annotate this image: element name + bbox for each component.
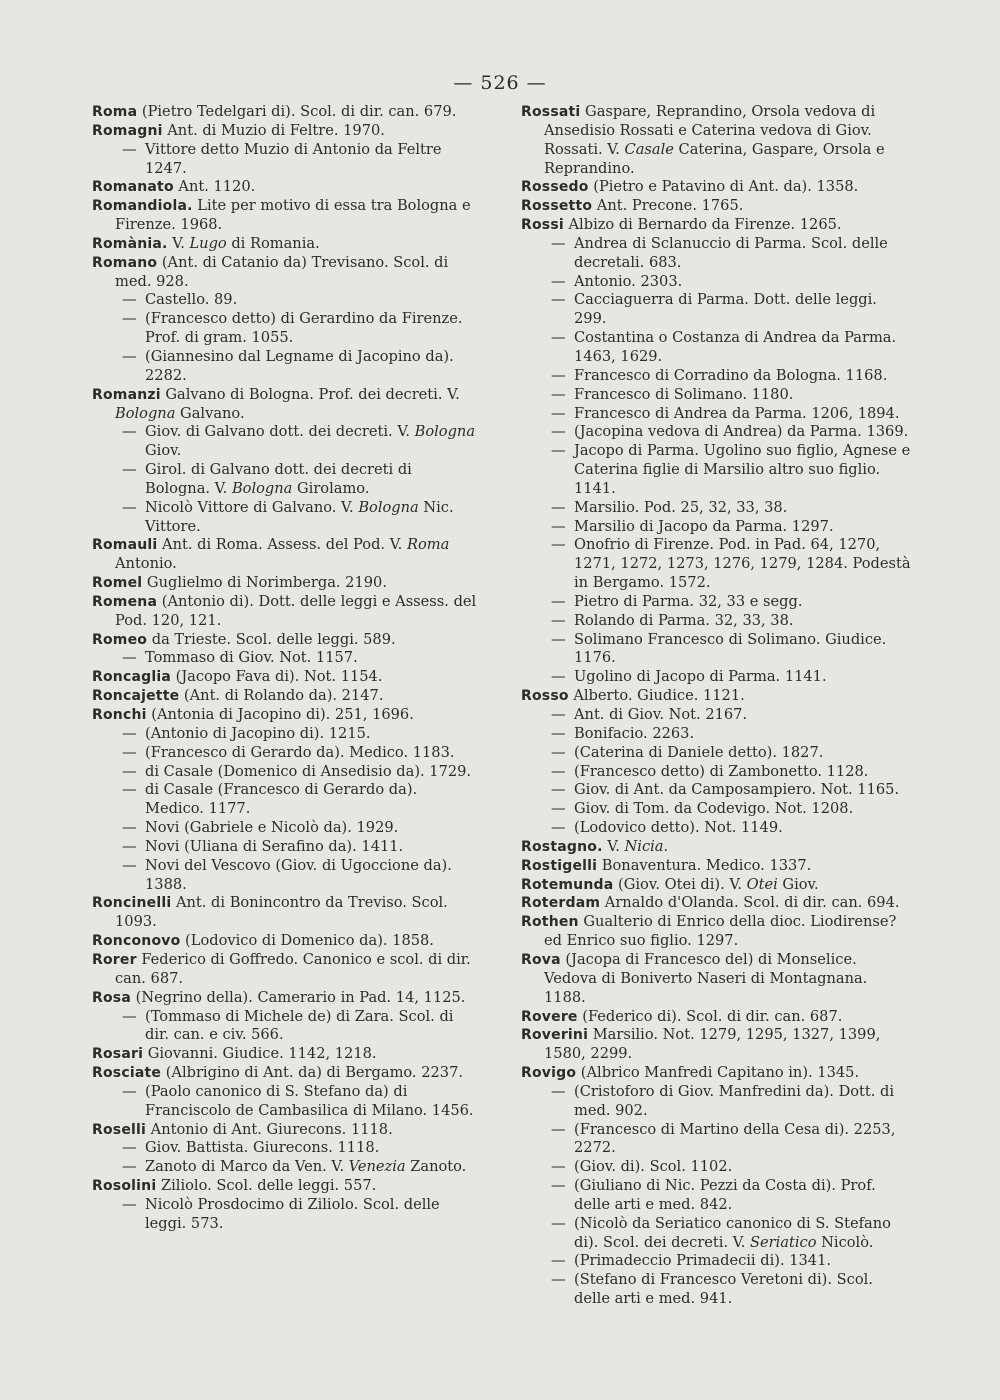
index-subentry — [521, 725, 911, 744]
index-subentry — [92, 348, 477, 386]
entry-text: Francesco di Solimano. 1180. — [574, 385, 794, 403]
entry-text: (Jacopo Fava di). Not. 1154. — [170, 668, 383, 686]
subentry-dash: — — [551, 819, 566, 837]
entry-text: Giov. — [777, 875, 819, 893]
subentry-dash: — — [551, 592, 566, 610]
subentry-dash: — — [122, 423, 137, 441]
subentry-dash: — — [551, 498, 566, 516]
index-subentry — [92, 649, 477, 668]
index-subentry — [521, 386, 911, 405]
index-entry — [92, 122, 477, 141]
entry-text: (Ant. di Rolando da). 2147. — [179, 687, 384, 705]
subentry-dash: — — [122, 498, 137, 516]
index-subentry — [521, 819, 911, 838]
entry-heading: Roncinelli — [92, 895, 172, 912]
entry-heading: Roselli — [92, 1121, 147, 1138]
index-subentry — [92, 838, 477, 857]
entry-text: Girol. di Galvano dott. dei decreti di Bologna. V. — [145, 461, 412, 497]
index-entry — [92, 1064, 477, 1083]
entry-text: (Paolo canonico di S. Stefano da) di Franciscolo de Cambasilica di Milano. 1456. — [145, 1082, 474, 1119]
index-subentry — [521, 499, 911, 518]
subentry-dash: — — [551, 630, 566, 648]
entry-text: Ant. di Bonincontro da Treviso. Scol. 1093. — [115, 894, 448, 931]
entry-heading: Rova — [521, 951, 561, 968]
subentry-dash: — — [122, 819, 137, 837]
subentry-dash: — — [551, 1252, 566, 1270]
entry-heading: Rossetto — [521, 198, 593, 215]
index-subentry — [92, 461, 477, 499]
subentry-dash: — — [551, 442, 566, 460]
entry-text: Onofrio di Firenze. Pod. in Pad. 64, 1270, 1271, 1272, 1273, 1276, 1279, 1284. Podestà in Bergamo. 1572. — [574, 536, 911, 592]
entry-text: (Albrigino di Ant. da) di Bergamo. 2237. — [161, 1064, 463, 1082]
entry-text: Galvano di Bologna. Prof. dei decreti. V. — [160, 385, 460, 403]
index-entry — [521, 216, 911, 235]
index-subentry — [521, 612, 911, 631]
entry-text: (Lodovico di Domenico da). 1858. — [180, 932, 434, 950]
subentry-dash: — — [551, 706, 566, 723]
subentry-dash: — — [122, 649, 137, 667]
entry-text: (Pietro Tedelgari di). Scol. di dir. can. 679. — [137, 103, 457, 120]
cross-reference: Casale — [624, 140, 674, 158]
entry-text: Giov. di Galvano dott. dei decreti. V. — [145, 423, 415, 441]
index-entry — [92, 631, 477, 650]
index-subentry — [92, 1139, 477, 1158]
index-entry — [92, 932, 477, 951]
index-entry — [92, 687, 477, 706]
entry-heading: Roncajette — [92, 688, 180, 705]
index-subentry — [92, 423, 477, 461]
index-subentry — [521, 668, 911, 687]
index-subentry — [521, 367, 911, 386]
entry-text: Antonio. — [115, 555, 177, 573]
subentry-dash: — — [122, 724, 137, 742]
subentry-dash: — — [122, 743, 137, 761]
subentry-dash: — — [551, 668, 566, 686]
index-entry — [521, 1026, 911, 1064]
entry-text: Novi del Vescovo (Giov. di Ugoccione da). 1388. — [145, 856, 452, 893]
entry-text: Giovanni. Giudice. 1142, 1218. — [143, 1045, 377, 1063]
entry-text: (Caterina di Daniele detto). 1827. — [574, 743, 824, 761]
index-entry — [521, 857, 911, 876]
entry-text: Andrea di Sclanuccio di Parma. Scol. delle decretali. 683. — [574, 234, 888, 271]
subentry-dash: — — [122, 1139, 137, 1157]
index-subentry — [521, 1158, 911, 1177]
entry-text: Ant. di Muzio di Feltre. 1970. — [162, 121, 385, 139]
subentry-dash: — — [551, 724, 566, 742]
cross-reference: Venezia — [348, 1158, 406, 1176]
index-subentry — [521, 235, 911, 273]
index-subentry — [92, 857, 477, 895]
index-subentry — [521, 423, 911, 442]
index-subentry — [521, 744, 911, 763]
cross-reference: Lugo — [189, 234, 227, 252]
subentry-dash: — — [551, 366, 566, 384]
subentry-dash: — — [551, 517, 566, 535]
entry-text: Arnaldo d'Olanda. Scol. di dir. can. 694. — [600, 894, 900, 912]
entry-text: Francesco di Andrea da Parma. 1206, 1894. — [574, 404, 900, 422]
right-column — [521, 103, 911, 1309]
index-entry — [92, 951, 477, 989]
entry-heading: Rotemunda — [521, 876, 614, 893]
entry-text: Giov. Battista. Giurecons. 1118. — [145, 1139, 380, 1157]
index-entry — [521, 894, 911, 913]
entry-text: (Pietro e Patavino di Ant. da). 1358. — [588, 178, 859, 196]
entry-text: (Antonio di). Dott. delle leggi e Assess. del Pod. 120, 121. — [115, 592, 477, 629]
cross-reference: Bologna — [231, 479, 293, 497]
entry-text: (Francesco detto) di Zambonetto. 1128. — [574, 762, 869, 780]
subentry-dash: — — [551, 329, 566, 347]
subentry-dash: — — [122, 347, 137, 365]
entry-text: Caterina, Gaspare, Orsola e Reprandino. — [544, 140, 885, 177]
entry-text: Guglielmo di Norimberga. 2190. — [142, 574, 387, 592]
entry-heading: Romanato — [92, 179, 174, 196]
entry-text: Alberto. Giudice. 1121. — [568, 687, 745, 705]
subentry-dash: — — [122, 461, 137, 479]
entry-heading: Rovigo — [521, 1065, 577, 1082]
entry-text: (Lodovico detto). Not. 1149. — [574, 819, 783, 837]
index-subentry — [92, 1158, 477, 1177]
subentry-dash: — — [551, 1120, 566, 1138]
index-subentry — [92, 1196, 477, 1234]
index-subentry — [521, 1083, 911, 1121]
entry-text: Ant. di Giov. Not. 2167. — [574, 706, 748, 723]
entry-text: Gualterio di Enrico della dioc. Liodirense? ed Enrico suo figlio. 1297. — [544, 913, 897, 950]
index-subentry — [521, 781, 911, 800]
index-subentry — [92, 1083, 477, 1121]
entry-heading: Rosciate — [92, 1065, 162, 1082]
subentry-dash: — — [122, 1158, 137, 1176]
entry-text: Zanoto. — [405, 1158, 467, 1176]
entry-text: (Tommaso di Michele de) di Zara. Scol. di dir. can. e civ. 566. — [145, 1007, 454, 1044]
index-entry — [92, 103, 477, 122]
entry-heading: Rovere — [521, 1008, 578, 1025]
entry-text: V. — [167, 234, 190, 252]
index-subentry — [92, 744, 477, 763]
entry-text: Cacciaguerra di Parma. Dott. delle leggi. 299. — [574, 291, 877, 328]
subentry-dash: — — [122, 140, 137, 158]
index-subentry — [521, 405, 911, 424]
index-subentry — [521, 536, 911, 593]
entry-text: Gaspare, Reprandino, Orsola vedova di Ansedisio Rossati e Caterina vedova di Giov. Rossati. V. — [544, 103, 876, 158]
index-subentry — [92, 310, 477, 348]
left-column — [92, 103, 477, 1234]
index-subentry — [521, 800, 911, 819]
index-subentry — [92, 141, 477, 179]
entry-text: Albizo di Bernardo da Firenze. 1265. — [563, 216, 842, 234]
cross-reference: Bologna — [414, 423, 476, 441]
index-entry — [521, 178, 911, 197]
entry-text: Costantina o Costanza di Andrea da Parma. 1463, 1629. — [574, 329, 897, 365]
index-entry — [521, 913, 911, 951]
entry-heading: Romano — [92, 254, 158, 271]
entry-text: (Cristoforo di Giov. Manfredini da). Dott. di med. 902. — [574, 1082, 895, 1119]
index-subentry — [521, 1215, 911, 1253]
subentry-dash: — — [551, 1177, 566, 1195]
index-entry — [521, 1008, 911, 1027]
entry-text: Vittore detto Muzio di Antonio da Feltre 1247. — [145, 140, 442, 177]
index-entry — [521, 951, 911, 1008]
index-subentry — [521, 1271, 911, 1309]
index-entry — [92, 197, 477, 235]
entry-text: (Francesco di Gerardo da). Medico. 1183. — [145, 743, 455, 761]
subentry-dash: — — [122, 837, 137, 855]
entry-text: (Negrino della). Camerario in Pad. 14, 1125. — [130, 988, 466, 1006]
entry-heading: Rothen — [521, 914, 579, 931]
entry-text: Marsilio di Jacopo da Parma. 1297. — [574, 517, 834, 535]
entry-text: (Francesco di Martino della Cesa di). 2253, 2272. — [574, 1120, 896, 1157]
subentry-dash: — — [122, 762, 137, 780]
entry-text: (Nicolò da Seriatico canonico di S. Stefano di). Scol. dei decreti. V. — [574, 1214, 891, 1251]
index-subentry — [92, 781, 477, 819]
entry-text: Federico di Goffredo. Canonico e scol. di dir. can. 687. — [115, 950, 471, 987]
entry-text: Antonio. 2303. — [574, 272, 683, 290]
entry-heading: Rostagno. — [521, 838, 603, 855]
index-subentry — [521, 291, 911, 329]
subentry-dash: — — [551, 1158, 566, 1176]
entry-text: Ant. di Roma. Assess. del Pod. V. — [157, 536, 407, 554]
entry-text: (Antonia di Jacopino di). 251, 1696. — [146, 706, 414, 723]
subentry-dash: — — [551, 234, 566, 252]
index-subentry — [521, 593, 911, 612]
index-entry — [92, 989, 477, 1008]
entry-heading: Rorer — [92, 951, 137, 968]
entry-text: di Casale (Domenico di Ansedisio da). 1729. — [145, 762, 472, 780]
subentry-dash: — — [551, 536, 566, 554]
index-subentry — [92, 499, 477, 537]
entry-text: (Francesco detto) di Gerardino da Firenze. Prof. di gram. 1055. — [145, 310, 463, 347]
entry-heading: Rossi — [521, 217, 564, 234]
index-entry — [92, 1121, 477, 1140]
entry-text: Jacopo di Parma. Ugolino suo figlio, Agnese e Caterina figlie di Marsilio altro suo figlio. 1141. — [574, 442, 911, 497]
index-entry — [521, 1064, 911, 1083]
index-subentry — [521, 763, 911, 782]
index-subentry — [521, 273, 911, 292]
entry-text: (Giov. di). Scol. 1102. — [574, 1158, 733, 1176]
cross-reference: Bologna — [115, 404, 176, 422]
entry-heading: Ronchi — [92, 707, 147, 723]
subentry-dash: — — [122, 1082, 137, 1100]
entry-heading: Romel — [92, 575, 143, 592]
entry-heading: Romeo — [92, 631, 148, 648]
index-entry — [521, 197, 911, 216]
index-subentry — [521, 1121, 911, 1159]
entry-text: da Trieste. Scol. delle leggi. 589. — [147, 630, 396, 648]
entry-text: (Jacopa di Francesco del) di Monselice. Vedova di Boniverto Naseri di Montagnana. 1188. — [544, 950, 868, 1006]
entry-text: Ziliolo. Scol. delle leggi. 557. — [156, 1177, 377, 1195]
index-subentry — [521, 518, 911, 537]
entry-heading: Romauli — [92, 537, 158, 554]
index-subentry — [521, 442, 911, 499]
index-entry — [92, 706, 477, 725]
subentry-dash: — — [551, 1082, 566, 1100]
subentry-dash: — — [551, 781, 566, 799]
subentry-dash: — — [551, 1214, 566, 1232]
entry-text: di Romania. — [226, 234, 320, 252]
entry-text: Galvano. — [175, 404, 245, 422]
entry-text: Giov. di Tom. da Codevigo. Not. 1208. — [574, 800, 854, 818]
entry-text: Rolando di Parma. 32, 33, 38. — [574, 611, 794, 629]
entry-heading: Romandiola. — [92, 198, 193, 215]
entry-text: di Casale (Francesco di Gerardo da). Medico. 1177. — [145, 781, 418, 818]
subentry-dash: — — [122, 310, 137, 328]
index-subentry — [521, 706, 911, 725]
index-subentry — [92, 291, 477, 310]
entry-heading: Ronconovo — [92, 933, 181, 950]
index-subentry — [521, 329, 911, 367]
subentry-dash: — — [122, 781, 137, 799]
entry-heading: Rostigelli — [521, 857, 598, 874]
entry-text: (Antonio di Jacopino di). 1215. — [145, 724, 371, 742]
index-entry — [521, 687, 911, 706]
index-entry — [92, 178, 477, 197]
cross-reference: Nicia. — [624, 837, 669, 855]
entry-text: (Giannesino dal Legname di Jacopino da). 2282. — [145, 347, 454, 384]
index-entry — [92, 1045, 477, 1064]
index-subentry — [92, 819, 477, 838]
index-entry — [92, 668, 477, 687]
subentry-dash: — — [122, 1007, 137, 1025]
index-entry — [92, 235, 477, 254]
subentry-dash: — — [551, 762, 566, 780]
entry-text: Lite per motivo di essa tra Bologna e Firenze. 1968. — [115, 197, 471, 234]
entry-heading: Roma — [92, 104, 138, 120]
entry-text: (Ant. di Catanio da) Trevisano. Scol. di med. 928. — [115, 253, 449, 290]
entry-text: Solimano Francesco di Solimano. Giudice. 1176. — [574, 630, 887, 667]
subentry-dash: — — [122, 291, 137, 309]
entry-text: Castello. 89. — [145, 291, 238, 309]
entry-heading: Roterdam — [521, 895, 601, 912]
cross-reference: Otei — [746, 875, 778, 893]
entry-text: (Stefano di Francesco Veretoni di). Scol. delle arti e med. 941. — [574, 1271, 873, 1308]
cross-reference: Roma — [406, 536, 450, 554]
index-entry — [92, 593, 477, 631]
entry-text: Nic. Vittore. — [145, 498, 454, 535]
subentry-dash: — — [122, 1195, 137, 1213]
subentry-dash: — — [551, 272, 566, 290]
entry-text: Nicolò Vittore di Galvano. V. — [145, 498, 359, 516]
index-subentry — [521, 1252, 911, 1271]
index-entry — [92, 894, 477, 932]
entry-heading: Roncaglia — [92, 669, 171, 686]
entry-text: Ant. 1120. — [173, 178, 256, 196]
entry-text: Zanoto di Marco da Ven. V. — [145, 1158, 349, 1176]
entry-heading: Rossedo — [521, 179, 589, 196]
entry-heading: Rosari — [92, 1046, 144, 1063]
subentry-dash: — — [551, 404, 566, 422]
entry-heading: Rosolini — [92, 1178, 157, 1195]
entry-text: Novi (Uliana di Serafino da). 1411. — [145, 837, 404, 855]
cross-reference: Bologna — [358, 498, 419, 516]
entry-text: Girolamo. — [292, 479, 370, 497]
entry-text: Ant. Precone. 1765. — [592, 197, 744, 215]
entry-text: Giov. — [145, 442, 182, 460]
entry-text: Bonaventura. Medico. 1337. — [597, 856, 812, 874]
index-subentry — [92, 763, 477, 782]
entry-text: Francesco di Corradino da Bologna. 1168. — [574, 366, 888, 384]
entry-text: Ugolino di Jacopo di Parma. 1141. — [574, 668, 827, 686]
entry-heading: Romània. — [92, 235, 168, 252]
subentry-dash: — — [551, 1271, 566, 1289]
entry-heading: Romagni — [92, 122, 163, 139]
entry-text: (Giuliano di Nic. Pezzi da Costa di). Prof. delle arti e med. 842. — [574, 1177, 876, 1213]
cross-reference: Seriatico — [750, 1233, 817, 1251]
entry-text: (Albrico Manfredi Capitano in). 1345. — [576, 1064, 860, 1082]
entry-text: (Giov. Otei di). V. — [613, 875, 747, 893]
index-subentry — [92, 725, 477, 744]
index-subentry — [92, 1008, 477, 1046]
index-entry — [521, 876, 911, 895]
subentry-dash: — — [551, 611, 566, 629]
entry-text: (Primadeccio Primadecii di). 1341. — [574, 1252, 832, 1270]
entry-heading: Rosa — [92, 989, 131, 1006]
entry-text: (Jacopina vedova di Andrea) da Parma. 1369. — [574, 423, 909, 441]
index-subentry — [521, 1177, 911, 1215]
entry-text: Bonifacio. 2263. — [574, 724, 695, 742]
subentry-dash: — — [551, 385, 566, 403]
index-entry — [521, 103, 911, 178]
subentry-dash: — — [122, 856, 137, 874]
entry-text: Nicolò. — [816, 1233, 874, 1251]
index-entry — [92, 1177, 477, 1196]
index-entry — [521, 838, 911, 857]
index-subentry — [521, 631, 911, 669]
index-entry — [92, 254, 477, 292]
subentry-dash: — — [551, 291, 566, 309]
index-entry — [92, 386, 477, 424]
entry-text: Marsilio. Pod. 25, 32, 33, 38. — [574, 498, 788, 516]
entry-text: Pietro di Parma. 32, 33 e segg. — [574, 592, 803, 610]
entry-text: Tommaso di Giov. Not. 1157. — [145, 649, 358, 667]
entry-text: V. — [602, 837, 625, 855]
entry-heading: Romena — [92, 593, 158, 610]
entry-heading: Romanzi — [92, 386, 161, 403]
entry-text: Antonio di Ant. Giurecons. 1118. — [146, 1120, 393, 1138]
entry-text: Novi (Gabriele e Nicolò da). 1929. — [145, 819, 399, 837]
page-number: — 526 — — [453, 72, 547, 94]
subentry-dash: — — [551, 743, 566, 761]
entry-heading: Roverini — [521, 1027, 589, 1044]
subentry-dash: — — [551, 800, 566, 818]
index-entry — [92, 536, 477, 574]
entry-heading: Rosso — [521, 688, 569, 705]
entry-text: Giov. di Ant. da Camposampiero. Not. 1165. — [574, 781, 900, 799]
entry-text: Marsilio. Not. 1279, 1295, 1327, 1399, 1580, 2299. — [544, 1026, 881, 1063]
entry-heading: Rossati — [521, 104, 581, 120]
subentry-dash: — — [551, 423, 566, 441]
entry-text: Nicolò Prosdocimo di Ziliolo. Scol. delle leggi. 573. — [145, 1195, 440, 1232]
entry-text: (Federico di). Scol. di dir. can. 687. — [577, 1007, 843, 1025]
index-entry — [92, 574, 477, 593]
